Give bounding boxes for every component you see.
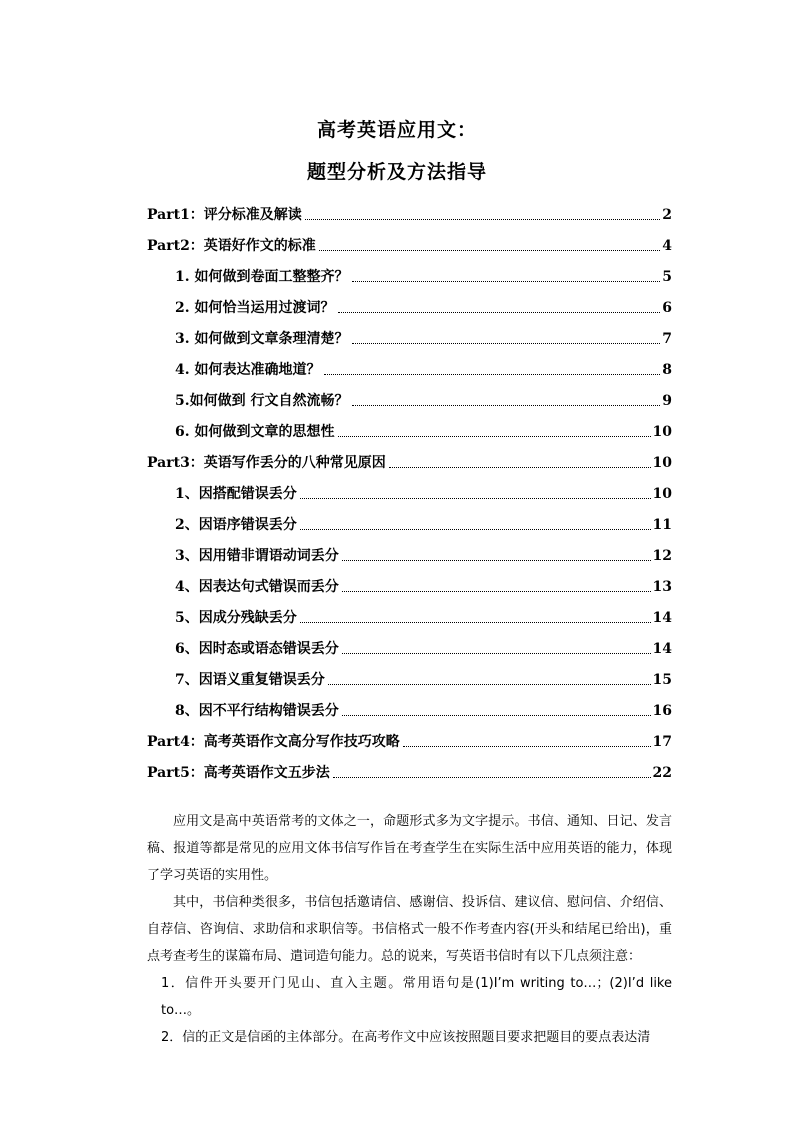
toc-entry[interactable] bbox=[175, 696, 672, 720]
toc-entry[interactable] bbox=[147, 727, 672, 751]
toc-dot-leader bbox=[300, 529, 651, 530]
toc-dot-leader bbox=[403, 746, 651, 747]
toc-dot-leader bbox=[305, 219, 660, 220]
toc-entry-label: Part2：英语好作文的标准 bbox=[147, 238, 316, 254]
toc-dot-leader bbox=[342, 560, 651, 561]
toc-dot-leader bbox=[319, 250, 660, 251]
toc-dot-leader bbox=[338, 436, 651, 437]
toc-entry[interactable] bbox=[147, 231, 672, 255]
toc-entry-page: 8 bbox=[662, 362, 672, 378]
list-item-2: 2．信的正文是信函的主体部分。在高考作文中应该按照题目要求把题目的要点表达清 bbox=[161, 1030, 651, 1045]
toc-entry-label: 7、因语义重复错误丢分 bbox=[175, 672, 325, 688]
toc-dot-leader bbox=[342, 715, 651, 716]
toc-entry[interactable] bbox=[175, 634, 672, 658]
toc-dot-leader bbox=[300, 622, 651, 623]
toc-entry[interactable] bbox=[175, 510, 672, 534]
toc-entry[interactable] bbox=[175, 355, 672, 379]
toc-entry[interactable] bbox=[175, 541, 672, 565]
toc-entry-label: 8、因不平行结构错误丢分 bbox=[175, 703, 339, 719]
toc-dot-leader bbox=[389, 467, 651, 468]
toc-entry-page: 2 bbox=[662, 207, 672, 223]
paragraph-letters: 其中，书信种类很多，书信包括邀请信、感谢信、投诉信、建议信、慰问信、介绍信、自荐信、咨询信、求助信和求职信等。书信格式一般不作考查内容(开头和结尾已给出)，重点考查考生的谋篇布局、遣词造句能力。总的说来，写英语书信时有以下几点须注意： bbox=[147, 895, 672, 964]
list-item-1: 1．信件开头要开门见山、直入主题。常用语句是(1)I’m writing to…；(2)I’d like to…。 bbox=[161, 976, 672, 1018]
toc-entry-page: 14 bbox=[652, 641, 672, 657]
toc-entry[interactable] bbox=[175, 386, 672, 410]
toc-dot-leader bbox=[324, 374, 661, 375]
toc-entry-label: 1、因搭配错误丢分 bbox=[175, 486, 297, 502]
toc-entry-label: 2. 如何恰当运用过渡词？ bbox=[175, 300, 335, 316]
toc-entry[interactable] bbox=[175, 293, 672, 317]
toc-entry-label: 5.如何做到 行文自然流畅？ bbox=[175, 393, 349, 409]
toc-entry-label: 4. 如何表达准确地道？ bbox=[175, 362, 321, 378]
toc-entry[interactable] bbox=[175, 324, 672, 348]
toc-entry-label: 1. 如何做到卷面工整整齐？ bbox=[175, 269, 349, 285]
toc-entry-page: 4 bbox=[662, 238, 672, 254]
toc-entry-page: 10 bbox=[652, 424, 672, 440]
toc-entry-page: 9 bbox=[662, 393, 672, 409]
toc-entry-page: 10 bbox=[652, 455, 672, 471]
toc-entry-page: 5 bbox=[662, 269, 672, 285]
toc-entry[interactable] bbox=[175, 603, 672, 627]
document-title: 高考英语应用文： bbox=[316, 119, 477, 141]
toc-entry-label: Part3：英语写作丢分的八种常见原因 bbox=[147, 455, 386, 471]
toc-entry-label: 2、因语序错误丢分 bbox=[175, 517, 297, 533]
toc-entry[interactable] bbox=[175, 262, 672, 286]
toc-entry-label: 3、因用错非谓语动词丢分 bbox=[175, 548, 339, 564]
toc-entry[interactable] bbox=[175, 417, 672, 441]
toc-entry[interactable] bbox=[147, 448, 672, 472]
toc-entry-label: 3. 如何做到文章条理清楚？ bbox=[175, 331, 349, 347]
toc-entry[interactable] bbox=[147, 758, 672, 782]
toc-entry-page: 7 bbox=[662, 331, 672, 347]
document-subtitle: 题型分析及方法指导 bbox=[306, 161, 487, 183]
toc-entry-label: 6、因时态或语态错误丢分 bbox=[175, 641, 339, 657]
toc-dot-leader bbox=[352, 405, 661, 406]
paragraph-intro: 应用文是高中英语常考的文体之一，命题形式多为文字提示。书信、通知、日记、发言稿、报道等都是常见的应用文体书信写作旨在考查学生在实际生活中应用英语的能力，体现了学习英语的实用性。 bbox=[147, 814, 672, 883]
toc-dot-leader bbox=[338, 312, 661, 313]
toc-dot-leader bbox=[352, 281, 661, 282]
toc-entry-label: Part4：高考英语作文高分写作技巧攻略 bbox=[147, 734, 400, 750]
toc-entry[interactable] bbox=[175, 665, 672, 689]
toc-dot-leader bbox=[342, 653, 651, 654]
toc-entry-page: 13 bbox=[652, 579, 672, 595]
toc-entry-page: 6 bbox=[662, 300, 672, 316]
toc-entry[interactable] bbox=[175, 479, 672, 503]
toc-dot-leader bbox=[342, 591, 651, 592]
toc-entry[interactable] bbox=[175, 572, 672, 596]
toc-entry-label: Part1：评分标准及解读 bbox=[147, 207, 302, 223]
toc-entry-page: 16 bbox=[652, 703, 672, 719]
toc-entry-label: Part5：高考英语作文五步法 bbox=[147, 765, 330, 781]
toc-dot-leader bbox=[300, 498, 651, 499]
toc-entry-page: 14 bbox=[652, 610, 672, 626]
toc-dot-leader bbox=[333, 777, 651, 778]
toc-entry-label: 4、因表达句式错误而丢分 bbox=[175, 579, 339, 595]
body-text bbox=[147, 808, 672, 1051]
toc-entry-page: 22 bbox=[652, 765, 672, 781]
toc-dot-leader bbox=[352, 343, 661, 344]
toc-entry-label: 5、因成分残缺丢分 bbox=[175, 610, 297, 626]
toc-entry[interactable] bbox=[147, 200, 672, 224]
toc-entry-page: 10 bbox=[652, 486, 672, 502]
toc-dot-leader bbox=[328, 684, 651, 685]
toc-entry-page: 12 bbox=[652, 548, 672, 564]
toc-entry-page: 15 bbox=[652, 672, 672, 688]
toc-entry-page: 11 bbox=[652, 517, 672, 533]
toc-entry-label: 6. 如何做到文章的思想性 bbox=[175, 424, 335, 440]
toc-entry-page: 17 bbox=[652, 734, 672, 750]
